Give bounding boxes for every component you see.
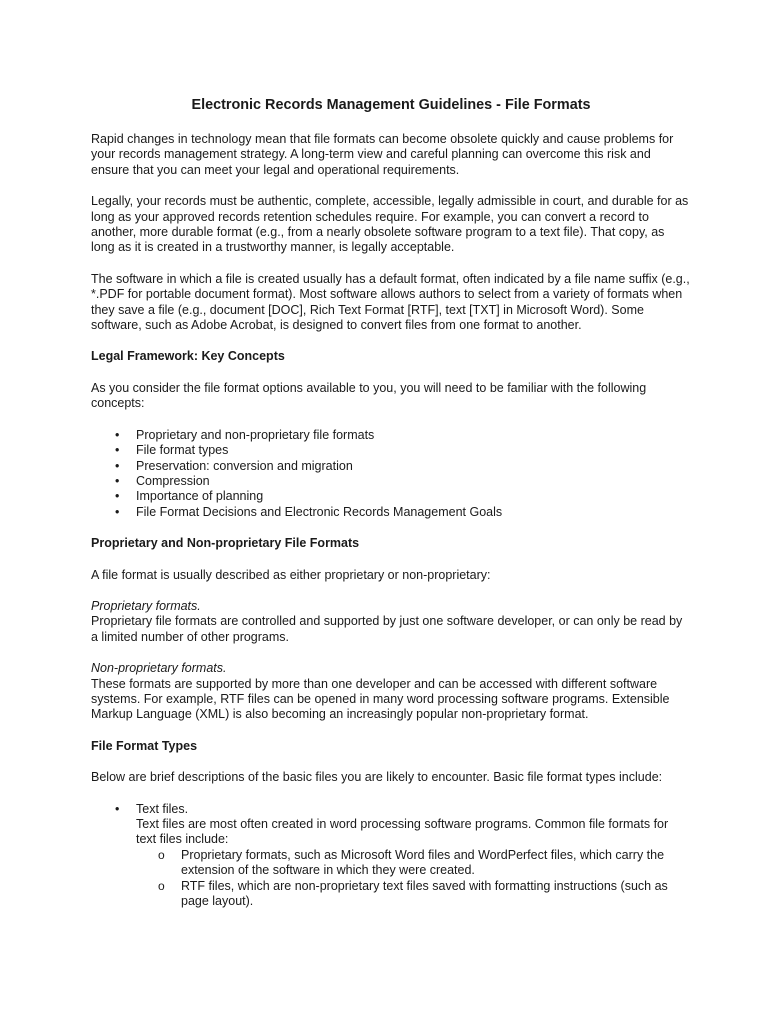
proprietary-intro: A file format is usually described as either proprietary or non-proprietary: <box>91 567 491 582</box>
nonproprietary-block <box>91 661 691 723</box>
list-item-text-files <box>91 802 691 910</box>
file-format-types-intro: Below are brief descriptions of the basic files you are likely to encounter. Basic file format types include: <box>91 770 663 785</box>
proprietary-text: Proprietary file formats are controlled and supported by just one software developer, or can only be read by a limited number of other programs. <box>91 614 683 644</box>
nonproprietary-text: These formats are supported by more than one developer and can be accessed with different software systems. For example, RTF files can be opened in many word processing software programs. Extensible Markup Language (XML) is also becoming an increasingly popular non-proprietary format. <box>91 676 670 722</box>
bullet-icon: • <box>115 473 120 488</box>
sub-list-item <box>136 879 691 910</box>
proprietary-label: Proprietary formats. <box>91 598 201 613</box>
bullet-icon: • <box>115 504 120 519</box>
list-item-text: Compression <box>136 473 210 488</box>
intro-paragraph-1: Rapid changes in technology mean that file formats can become obsolete quickly and cause problems for your records management strategy. A long-term view and careful planning can overcome this risk and ensure that you can meet your legal and operational requirements. <box>91 132 674 177</box>
intro-paragraph-3: The software in which a file is created usually has a default format, often indicated by a file name suffix (e.g., *.PDF for portable document format). Most software allows authors to select from a variety of formats when they save a file (e.g., document [DOC], Rich Text Format [RTF], text [TXT] in Microsoft Word). Some software, such as Adobe Acrobat, is designed to convert files from one format to another. <box>91 271 690 333</box>
list-item-text: Preservation: conversion and migration <box>136 458 353 473</box>
text-files-description: Text files are most often created in word processing software programs. Common file formats for text files include: <box>136 817 669 847</box>
file-types-list <box>91 802 691 910</box>
bullet-icon: • <box>115 443 120 458</box>
list-item-text: File Format Decisions and Electronic Records Management Goals <box>136 504 503 519</box>
document-page <box>91 96 691 925</box>
text-files-label: Text files. <box>136 801 189 816</box>
bullet-icon: • <box>115 489 120 504</box>
sub-list-item <box>136 848 691 879</box>
sub-list-item-text: RTF files, which are non-proprietary text files saved with formatting instructions (such as page layout). <box>181 878 668 909</box>
list-item-text: Proprietary and non-proprietary file formats <box>136 427 375 442</box>
document-title: Electronic Records Management Guidelines - File Formats <box>191 97 591 113</box>
list-item <box>91 505 691 520</box>
legal-framework-intro: As you consider the file format options available to you, you will need to be familiar with the following concepts: <box>91 380 647 411</box>
proprietary-block <box>91 599 691 645</box>
intro-paragraph-2: Legally, your records must be authentic, complete, accessible, legally admissible in court, and durable for as long as your approved records retention schedules require. For example, you can convert a record to another, more durable format (e.g., from a nearly obsolete software program to a text file). That copy, as long as it is created in a trustworthy manner, is legally acceptable. <box>91 194 689 255</box>
bullet-icon: • <box>115 458 120 473</box>
legal-framework-heading: Legal Framework: Key Concepts <box>91 349 285 364</box>
list-item <box>91 474 691 489</box>
bullet-icon: • <box>115 427 120 442</box>
list-item <box>91 459 691 474</box>
list-item <box>91 489 691 504</box>
list-item <box>91 443 691 458</box>
list-item <box>91 428 691 443</box>
circle-bullet-icon: o <box>158 847 165 862</box>
sub-list-item-text: Proprietary formats, such as Microsoft Word files and WordPerfect files, which carry the extension of the software in which they were created. <box>181 847 665 878</box>
bullet-icon: • <box>115 801 120 816</box>
text-files-sublist <box>136 848 691 910</box>
proprietary-heading: Proprietary and Non-proprietary File Formats <box>91 536 360 551</box>
file-format-types-heading: File Format Types <box>91 738 198 753</box>
nonproprietary-label: Non-proprietary formats. <box>91 661 227 676</box>
list-item-text: File format types <box>136 443 229 458</box>
key-concepts-list <box>91 428 691 520</box>
list-item-text: Importance of planning <box>136 489 264 504</box>
circle-bullet-icon: o <box>158 878 165 893</box>
